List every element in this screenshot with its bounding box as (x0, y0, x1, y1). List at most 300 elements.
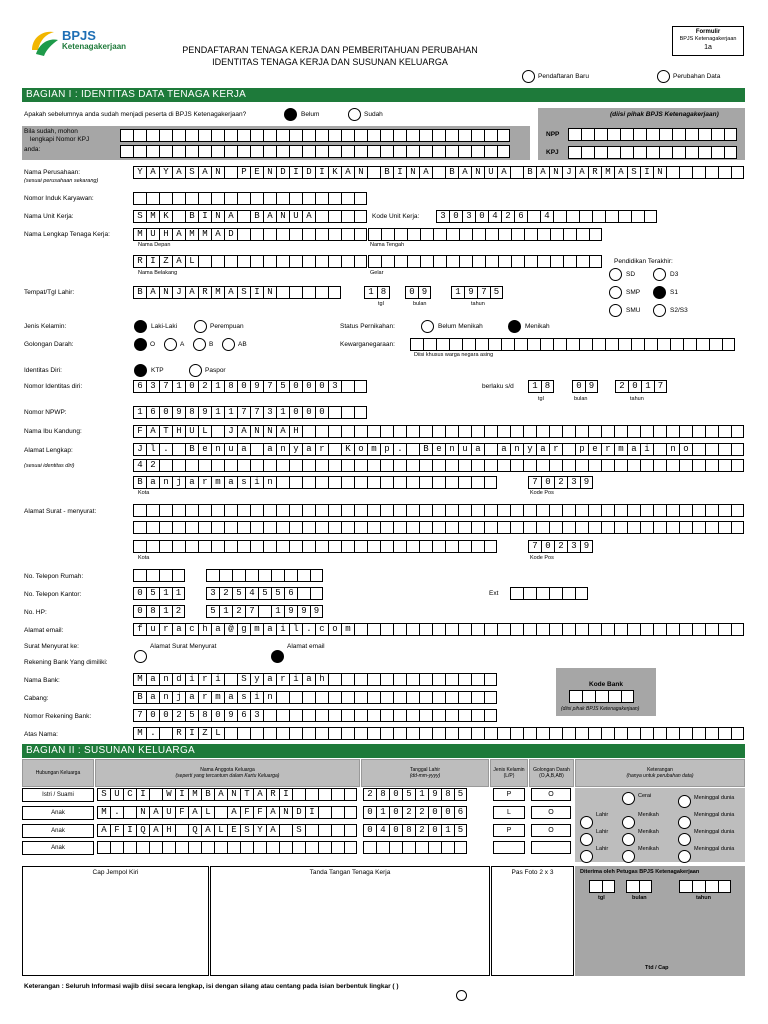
char-cell (471, 727, 484, 740)
char-cell (328, 459, 341, 472)
char-cell (289, 286, 302, 299)
char-cell: p (575, 443, 588, 456)
char-cell: 5 (276, 380, 289, 393)
char-cell: 9 (284, 605, 297, 618)
char-cell (328, 255, 341, 268)
char-cell: 9 (224, 709, 237, 722)
char-cell: I (640, 166, 653, 179)
char-cell (393, 709, 406, 722)
radio-edu-smp[interactable] (609, 286, 622, 299)
char-cell (576, 228, 589, 241)
signature-box[interactable] (210, 866, 490, 976)
char-cell (276, 691, 289, 704)
phone-home-area-grid[interactable] (133, 569, 185, 582)
char-cell: y (523, 443, 536, 456)
phone-office-grid[interactable] (206, 587, 323, 600)
citizenship-grid[interactable] (410, 338, 735, 351)
char-cell (423, 338, 436, 351)
char-cell: j (172, 476, 185, 489)
char-cell (305, 824, 318, 837)
char-cell (172, 145, 185, 158)
recv-month-grid[interactable] (626, 880, 652, 893)
photo-box[interactable] (491, 866, 574, 976)
family-blood-1[interactable]: O (531, 788, 571, 801)
char-cell (367, 727, 380, 740)
radio-belum[interactable] (284, 108, 297, 121)
char-cell (666, 459, 679, 472)
char-cell: 1 (219, 605, 232, 618)
employee-number-grid[interactable] (133, 192, 367, 205)
char-cell: n (211, 443, 224, 456)
middle-name-grid[interactable] (368, 228, 602, 241)
radio-status-meninggal-1[interactable] (678, 795, 691, 808)
char-cell: l (289, 623, 302, 636)
kpj-grid-1[interactable] (120, 129, 510, 142)
radio-edu-sd[interactable] (609, 268, 622, 281)
family-dob-grid-1[interactable] (363, 788, 467, 801)
char-cell (198, 145, 211, 158)
char-cell: S (185, 166, 198, 179)
char-cell: A (211, 228, 224, 241)
label-edu-smu: SMU (626, 307, 641, 314)
family-gender-4[interactable] (493, 841, 525, 854)
char-cell (250, 192, 263, 205)
unit-code-grid[interactable] (436, 210, 657, 223)
city-caption: Kota (138, 490, 150, 496)
char-cell: r (198, 476, 211, 489)
family-dob-grid-4[interactable] (363, 841, 467, 854)
char-cell (627, 504, 640, 517)
char-cell (731, 166, 744, 179)
radio-mailto-post[interactable] (134, 650, 147, 663)
last-name-grid[interactable] (133, 255, 367, 268)
char-cell (445, 459, 458, 472)
phone-office-area-grid[interactable] (133, 587, 185, 600)
char-cell (394, 255, 407, 268)
radio-gender-male[interactable] (134, 320, 147, 333)
char-cell (731, 504, 744, 517)
char-cell: 2 (501, 210, 514, 223)
char-cell (159, 192, 172, 205)
char-cell (458, 709, 471, 722)
char-cell: a (146, 476, 159, 489)
family-name-grid-3[interactable] (97, 824, 357, 837)
char-cell: 3 (462, 210, 475, 223)
radio-pendaftaran-baru[interactable] (522, 70, 535, 83)
radio-status-cerai[interactable] (622, 792, 635, 805)
birth-day-grid[interactable] (364, 286, 390, 299)
char-cell: Q (136, 824, 149, 837)
radio-marital-single[interactable] (421, 320, 434, 333)
char-cell (305, 841, 318, 854)
birth-month-grid[interactable] (405, 286, 431, 299)
char-cell (705, 459, 718, 472)
char-cell: a (263, 623, 276, 636)
radio-id-paspor[interactable] (189, 364, 202, 377)
char-cell (614, 425, 627, 438)
thumbprint-label: Cap Jempol Kiri (92, 869, 139, 876)
char-cell (344, 841, 357, 854)
char-cell: 7 (477, 286, 490, 299)
char-cell (653, 443, 666, 456)
radio-blood-a[interactable] (164, 338, 177, 351)
char-cell (120, 129, 133, 142)
hp-prefix-grid[interactable] (133, 605, 185, 618)
radio-blood-b[interactable] (193, 338, 206, 351)
phone-home-grid[interactable] (206, 569, 323, 582)
char-cell (484, 425, 497, 438)
char-cell (454, 841, 467, 854)
char-cell: 0 (628, 380, 641, 393)
char-cell (685, 146, 698, 159)
char-cell (627, 521, 640, 534)
char-cell: T (159, 425, 172, 438)
char-cell: m (250, 623, 263, 636)
char-cell (315, 210, 328, 223)
char-cell (380, 129, 393, 142)
char-cell (224, 727, 237, 740)
title-grid[interactable] (368, 255, 602, 268)
char-cell: 5 (206, 605, 219, 618)
char-cell (458, 504, 471, 517)
col-note-header (575, 759, 745, 787)
char-cell (588, 504, 601, 517)
char-cell (297, 587, 310, 600)
email-grid[interactable] (133, 623, 744, 636)
mail-city-grid[interactable] (133, 540, 497, 553)
char-cell (484, 129, 497, 142)
char-cell (731, 623, 744, 636)
char-cell (363, 841, 376, 854)
thumbprint-box[interactable] (22, 866, 209, 976)
char-cell (705, 443, 718, 456)
char-cell (250, 228, 263, 241)
address-grid-2[interactable] (133, 459, 744, 472)
alias-grid[interactable] (133, 727, 744, 740)
char-cell: r (315, 443, 328, 456)
address-grid-1[interactable] (133, 443, 744, 456)
char-cell (432, 709, 445, 722)
radio-perubahan-data[interactable] (657, 70, 670, 83)
char-cell (315, 425, 328, 438)
valid-year-caption: tahun (630, 396, 644, 402)
char-cell (367, 145, 380, 158)
bank-branch-grid[interactable] (133, 691, 497, 704)
char-cell (393, 459, 406, 472)
hp-grid[interactable] (206, 605, 323, 618)
char-cell (711, 146, 724, 159)
char-cell: n (159, 476, 172, 489)
radio-status-lahir-2[interactable] (580, 833, 593, 846)
char-cell (393, 727, 406, 740)
char-cell: A (198, 166, 211, 179)
char-cell: Y (159, 166, 172, 179)
radio-edu-d3[interactable] (653, 268, 666, 281)
char-cell: N (211, 166, 224, 179)
family-name-grid-4[interactable] (97, 841, 357, 854)
mail-address-grid-2[interactable] (133, 521, 744, 534)
char-cell (471, 691, 484, 704)
char-cell (592, 338, 605, 351)
char-cell (302, 540, 315, 553)
char-cell (214, 841, 227, 854)
ext-grid[interactable] (510, 587, 588, 600)
char-cell: a (302, 443, 315, 456)
char-cell (328, 210, 341, 223)
birth-year-grid[interactable] (451, 286, 503, 299)
valid-day-caption: tgl (538, 396, 544, 402)
char-cell: N (653, 166, 666, 179)
char-cell (458, 459, 471, 472)
char-cell: 0 (389, 806, 402, 819)
char-cell (510, 166, 523, 179)
char-cell (536, 727, 549, 740)
char-cell (263, 459, 276, 472)
npp-grid[interactable] (568, 128, 737, 141)
char-cell: 0 (133, 587, 146, 600)
char-cell (595, 690, 608, 703)
family-dob-grid-2[interactable] (363, 806, 467, 819)
char-cell (406, 673, 419, 686)
valid-year-grid[interactable] (615, 380, 667, 393)
family-dob-grid-3[interactable] (363, 824, 467, 837)
char-cell (263, 504, 276, 517)
char-cell (354, 425, 367, 438)
char-cell: a (224, 476, 237, 489)
char-cell (341, 709, 354, 722)
radio-status-lahir-3[interactable] (580, 850, 593, 863)
char-cell (367, 623, 380, 636)
char-cell (224, 521, 237, 534)
char-cell (237, 521, 250, 534)
char-cell: 6 (146, 406, 159, 419)
radio-edu-smu[interactable] (609, 304, 622, 317)
bank-account-grid[interactable] (133, 709, 497, 722)
char-cell (341, 476, 354, 489)
bank-code-grid[interactable] (569, 690, 634, 703)
char-cell (550, 255, 563, 268)
char-cell (540, 338, 553, 351)
char-cell: 2 (219, 587, 232, 600)
radio-status-meninggal-2[interactable] (678, 816, 691, 829)
char-cell (188, 841, 201, 854)
char-cell (328, 192, 341, 205)
char-cell (432, 727, 445, 740)
char-cell (198, 255, 211, 268)
bank-name-grid[interactable] (133, 673, 497, 686)
char-cell (211, 255, 224, 268)
char-cell: A (419, 166, 432, 179)
radio-edu-s2[interactable] (653, 304, 666, 317)
char-cell (484, 727, 497, 740)
char-cell (315, 727, 328, 740)
npwp-grid[interactable] (133, 406, 367, 419)
char-cell: a (237, 443, 250, 456)
char-cell (621, 690, 634, 703)
radio-sudah[interactable] (348, 108, 361, 121)
recv-year-grid[interactable] (679, 880, 731, 893)
radio-status-menikah-2[interactable] (622, 833, 635, 846)
char-cell (562, 521, 575, 534)
char-cell: N (263, 166, 276, 179)
char-cell (341, 459, 354, 472)
char-cell (367, 709, 380, 722)
kpj-grid-2[interactable] (120, 145, 510, 158)
char-cell: 3 (206, 587, 219, 600)
first-name-grid[interactable] (133, 228, 367, 241)
char-cell: 7 (654, 380, 667, 393)
unit-code-label: Kode Unit Kerja: (372, 213, 420, 220)
char-cell (709, 338, 722, 351)
char-cell (420, 255, 433, 268)
char-cell (692, 425, 705, 438)
radio-mailto-email[interactable] (271, 650, 284, 663)
char-cell: B (380, 166, 393, 179)
char-cell (462, 338, 475, 351)
char-cell: 4 (245, 587, 258, 600)
radio-edu-s1[interactable] (653, 286, 666, 299)
unit-grid[interactable] (133, 210, 367, 223)
char-cell: a (185, 691, 198, 704)
char-cell (433, 228, 446, 241)
char-cell (172, 521, 185, 534)
char-cell: I (250, 286, 263, 299)
city-grid[interactable] (133, 476, 497, 489)
valid-day-grid[interactable] (528, 380, 554, 393)
char-cell (640, 459, 653, 472)
char-cell (498, 228, 511, 241)
family-gender-3[interactable]: P (493, 824, 525, 837)
family-blood-3[interactable]: O (531, 824, 571, 837)
char-cell (331, 824, 344, 837)
char-cell: N (159, 286, 172, 299)
radio-status-menikah-1[interactable] (622, 816, 635, 829)
char-cell: 9 (464, 286, 477, 299)
char-cell (380, 691, 393, 704)
family-name-grid-1[interactable] (97, 788, 357, 801)
company-grid[interactable] (133, 166, 744, 179)
char-cell: 6 (133, 380, 146, 393)
char-cell: 3 (567, 476, 580, 489)
radio-status-menikah-3[interactable] (622, 850, 635, 863)
char-cell: 0 (363, 824, 376, 837)
char-cell (381, 255, 394, 268)
char-cell (146, 192, 159, 205)
char-cell (432, 145, 445, 158)
char-cell (305, 788, 318, 801)
col-relation-text: Hubungan Keluarga (35, 769, 81, 776)
char-cell: 5 (490, 286, 503, 299)
radio-gender-female[interactable] (194, 320, 207, 333)
char-cell (219, 569, 232, 582)
char-cell (698, 128, 711, 141)
kpj-grid[interactable] (568, 146, 737, 159)
char-cell (289, 476, 302, 489)
char-cell (341, 228, 354, 241)
family-blood-4[interactable] (531, 841, 571, 854)
char-cell (501, 338, 514, 351)
char-cell: 3 (146, 380, 159, 393)
char-cell: 8 (441, 788, 454, 801)
char-cell: g (237, 623, 250, 636)
char-cell: h (315, 673, 328, 686)
family-relation-3: Anak (22, 824, 94, 838)
char-cell: n (666, 443, 679, 456)
char-cell (672, 128, 685, 141)
char-cell: M (133, 727, 146, 740)
char-cell (511, 255, 524, 268)
hp-label: No. HP: (24, 609, 47, 616)
char-cell (315, 691, 328, 704)
col-name-header (95, 759, 360, 787)
postal-grid[interactable] (528, 476, 593, 489)
char-cell (627, 425, 640, 438)
char-cell (315, 709, 328, 722)
char-cell: 1 (451, 286, 464, 299)
radio-blood-o[interactable] (134, 338, 147, 351)
valid-month-grid[interactable] (572, 380, 598, 393)
char-cell (497, 459, 510, 472)
char-cell: I (393, 166, 406, 179)
radio-status-lahir-1[interactable] (580, 816, 593, 829)
radio-status-meninggal-3[interactable] (678, 833, 691, 846)
mail-postal-grid[interactable] (528, 540, 593, 553)
family-gender-2[interactable]: L (493, 806, 525, 819)
radio-id-ktp[interactable] (134, 364, 147, 377)
mail-address-grid-1[interactable] (133, 504, 744, 517)
mother-grid[interactable] (133, 425, 744, 438)
char-cell (341, 255, 354, 268)
logo-brand-text: BPJS (62, 28, 96, 43)
char-cell: Y (253, 824, 266, 837)
char-cell: . (110, 806, 123, 819)
family-name-grid-2[interactable] (97, 806, 357, 819)
recv-day-grid[interactable] (589, 880, 615, 893)
char-cell: 1 (528, 380, 541, 393)
char-cell: J (224, 425, 237, 438)
char-cell: j (172, 691, 185, 704)
membership-question: Apakah sebelumnya anda sudah menjadi peserta di BPJS Ketenagakerjaan? (24, 111, 247, 118)
char-cell (536, 459, 549, 472)
char-cell: M (146, 210, 159, 223)
char-cell (441, 841, 454, 854)
char-cell (110, 841, 123, 854)
radio-blood-ab[interactable] (222, 338, 235, 351)
char-cell (458, 129, 471, 142)
char-cell: N (263, 425, 276, 438)
radio-marital-married[interactable] (508, 320, 521, 333)
char-cell (589, 255, 602, 268)
char-cell (263, 228, 276, 241)
char-cell: d (172, 673, 185, 686)
radio-status-meninggal-4[interactable] (678, 850, 691, 863)
char-cell: s (237, 476, 250, 489)
char-cell: 2 (402, 806, 415, 819)
section-1-header: BAGIAN I : IDENTITAS DATA TENAGA KERJA (22, 88, 745, 102)
id-number-grid[interactable] (133, 380, 367, 393)
family-gender-1[interactable]: P (493, 788, 525, 801)
citizenship-note: Diisi khusus warga negara asing (414, 352, 494, 358)
char-cell (406, 709, 419, 722)
char-cell: o (679, 443, 692, 456)
char-cell: n (263, 476, 276, 489)
char-cell (341, 425, 354, 438)
char-cell (626, 880, 639, 893)
birth-place-grid[interactable] (133, 286, 341, 299)
family-blood-2[interactable]: O (531, 806, 571, 819)
recv-month-caption: bulan (632, 895, 647, 901)
char-cell (380, 623, 393, 636)
